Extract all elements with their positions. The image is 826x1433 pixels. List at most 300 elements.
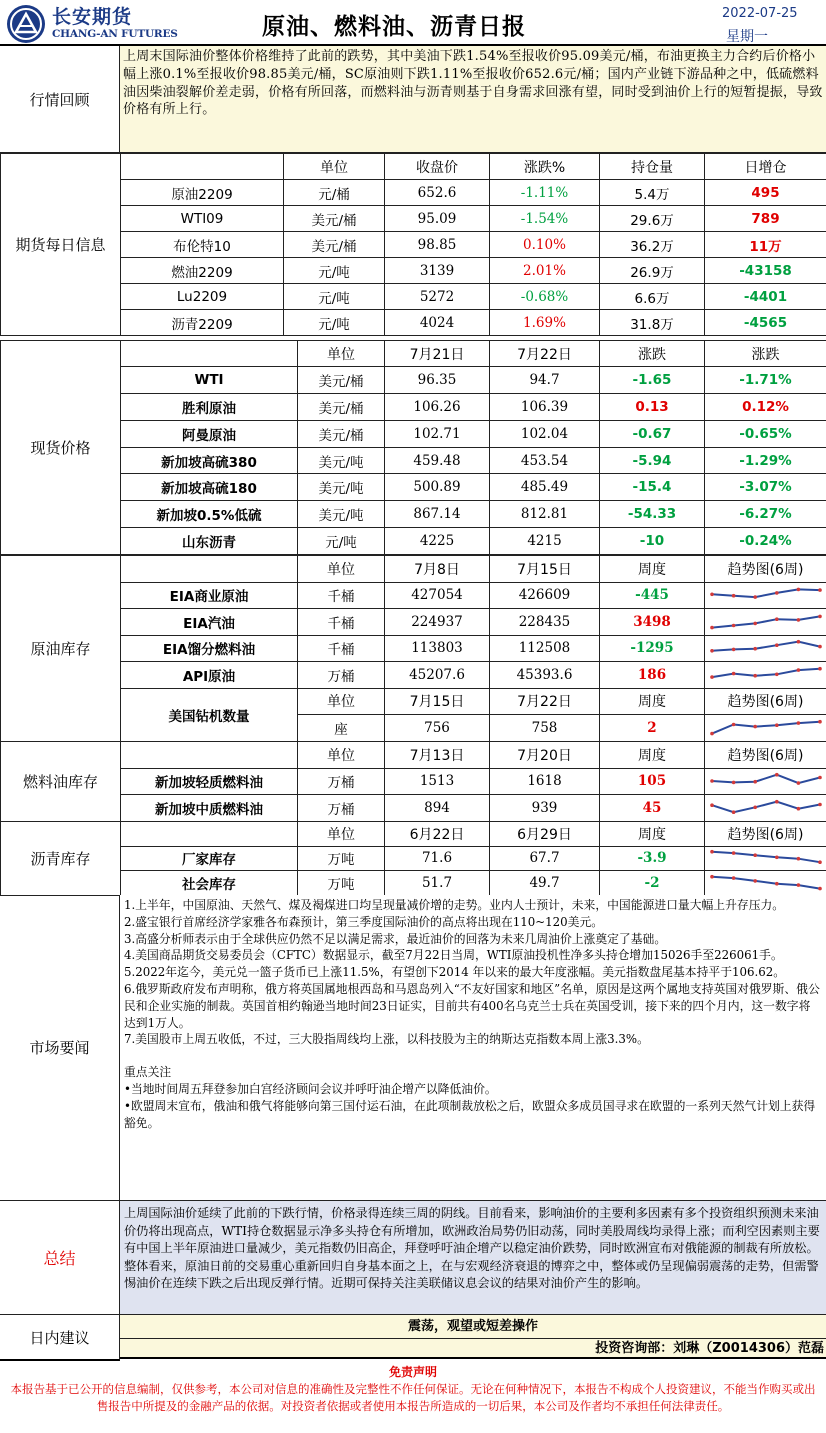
futures-table	[0, 153, 826, 336]
fuel_inv-1-trend-point	[818, 802, 822, 806]
rig-unit: 座	[298, 715, 385, 742]
asphalt_inv-name: 社会库存	[121, 871, 298, 896]
fuel_inv-0-sparkline	[708, 770, 824, 792]
spot-price-1: 106.26	[385, 394, 490, 421]
futures-open-interest: 36.2万	[600, 232, 705, 258]
rig-header-1: 7月15日	[385, 688, 490, 715]
news-item: 6.俄罗斯政府发布声明称，俄方将英国属地根西岛和马恩岛列入“不友好国家和地区”名单，原因是这两个属地支持英国对俄罗斯、俄公民和企业实施的制裁。英国首相约翰逊当地时间23日证实，目前共有400名乌克兰士兵在英国受训，接下来的四个月内，这一数字将达到1万人。	[124, 981, 820, 1030]
spot-name: 新加坡高硫380	[121, 448, 298, 474]
fuel_inv-value-1: 1513	[385, 768, 490, 795]
asphalt_inv-0-trend-point	[710, 850, 714, 854]
spot-price-1: 459.48	[385, 448, 490, 474]
report-header	[0, 0, 826, 46]
crude_inv-trend-cell	[705, 635, 826, 662]
futures-change-pct: 1.69%	[490, 310, 600, 336]
asphalt_inv-trend-cell	[705, 871, 826, 896]
fuel_inv-1-trend-point	[710, 803, 714, 807]
review-text: 上周末国际油价整体价格维持了此前的跌势，其中美油下跌1.54%至报收价95.09美元/桶，布油更换主力合约后价格小幅上涨0.1%至报收价98.85美元/桶，SC原油则下跌1.11%至报收价652.6元/桶；国内产业链下游品种之中，低硫燃料油因柴油裂解价差走弱，价格有所回落，而燃料油与沥青则基于自身需求回涨有望，同时受到油价上行的短暂提振，导致价格有所上行。	[120, 46, 826, 153]
crude_inv-3-trend-point	[731, 672, 735, 676]
asphalt_inv-unit: 万吨	[298, 846, 385, 871]
spot-unit: 美元/吨	[298, 501, 385, 528]
news-list	[124, 897, 822, 1048]
crude_inv-unit: 千桶	[298, 635, 385, 662]
brand-name-cn: 长安期货	[52, 6, 133, 28]
news-item: 1.上半年，中国原油、天然气、煤及褐煤进口均呈现量减价增的走势。业内人士预计，未来，中国能源进口量大幅上升存压力。	[124, 898, 785, 912]
asphalt_inv-header-4: 趋势图(6周)	[705, 822, 826, 847]
fuel_inv-unit: 万桶	[298, 795, 385, 822]
futures-open-interest: 6.6万	[600, 284, 705, 310]
asphalt_inv-value-1: 71.6	[385, 846, 490, 871]
spot-row	[1, 528, 826, 555]
asphalt_inv-header-1: 6月22日	[385, 822, 490, 847]
spot-price-2: 485.49	[490, 474, 600, 501]
crude_inv-3-trend-point	[753, 674, 757, 678]
spot-price-1: 102.71	[385, 421, 490, 448]
spot-unit: 美元/桶	[298, 394, 385, 421]
fuel_inv-header-4: 趋势图(6周)	[705, 742, 826, 769]
fuel_inv-row	[1, 768, 826, 795]
crude_inv-value-2: 228435	[490, 609, 600, 636]
crude_inv-value-2: 426609	[490, 582, 600, 609]
spot-row	[1, 501, 826, 528]
news-item: 7.美国股市上周五收低，不过，三大股指周线均上涨，以科技股为主的纳斯达克指数本周上涨3.3%。	[124, 1032, 649, 1047]
fuel_inv-0-trend-point	[731, 781, 735, 785]
rig-header-3: 周度	[600, 688, 705, 715]
futures-close: 3139	[385, 258, 490, 284]
asphalt_inv-row	[1, 871, 826, 896]
fuel_inv-row	[1, 795, 826, 822]
fuel_inv-1-trend-point	[731, 810, 735, 814]
report-date: 2022-07-25	[722, 6, 798, 21]
crude_inv-trend-cell	[705, 609, 826, 636]
crude_inv-3-trend-point	[818, 667, 822, 671]
crude_inv-2-trend-line	[712, 642, 820, 651]
futures-header-3: 持仓量	[600, 154, 705, 180]
fuel_inv-weekly-change: 45	[600, 795, 705, 822]
crude_inv-value-1: 45207.6	[385, 662, 490, 689]
asphalt_inv-header-3: 周度	[600, 822, 705, 847]
spot-unit: 美元/桶	[298, 421, 385, 448]
brand-name-en: CHANG-AN FUTURES	[52, 28, 178, 40]
fuel_inv-name: 新加坡轻质燃料油	[121, 768, 298, 795]
futures-name: WTI09	[121, 206, 284, 232]
rig-header-row	[1, 688, 826, 715]
asphalt_inv-header-0: 单位	[298, 822, 385, 847]
crude_inv-0-trend-point	[796, 588, 800, 592]
futures-name: Lu2209	[121, 284, 284, 310]
fuel_inv-trend-cell	[705, 795, 826, 822]
rig-trend-line	[712, 721, 820, 733]
rig-trend-point	[818, 720, 822, 724]
futures-change-pct: -0.68%	[490, 284, 600, 310]
asphalt_inv-1-trend-line	[712, 876, 820, 888]
spot-price-2: 102.04	[490, 421, 600, 448]
spot-header-blank	[121, 341, 298, 367]
fuel_inv-name: 新加坡中质燃料油	[121, 795, 298, 822]
crude_inv-row	[1, 582, 826, 609]
crude_inv-1-trend-point	[775, 617, 779, 621]
futures-row	[1, 232, 826, 258]
spot-price-2: 106.39	[490, 394, 600, 421]
rig-header-2: 7月22日	[490, 688, 600, 715]
spot-change: 0.13	[600, 394, 705, 421]
spot-price-2: 812.81	[490, 501, 600, 528]
futures-row	[1, 310, 826, 336]
asphalt_inv-name: 厂家库存	[121, 846, 298, 871]
crude_inv-0-trend-point	[775, 591, 779, 595]
advice-label: 日内建议	[0, 1315, 120, 1361]
focus-title: 重点关注	[124, 1065, 172, 1080]
disclaimer-title: 免责声明	[388, 1365, 437, 1379]
futures-row	[1, 258, 826, 284]
rig-weekly-change: 2	[600, 715, 705, 742]
spot-header-1: 7月21日	[385, 341, 490, 367]
crude_inv-1-sparkline	[708, 611, 824, 633]
asphalt_inv-0-sparkline	[708, 847, 824, 869]
rig-sparkline	[708, 717, 824, 739]
news-item: 2.盛宝银行首席经济学家雅各布森预计，第三季度国际油价的高点将出现在110~120美元。	[124, 914, 604, 929]
futures-close: 5272	[385, 284, 490, 310]
report-weekday: 星期一	[726, 29, 768, 45]
futures-daily-add: -4401	[705, 284, 826, 310]
crude_inv-0-trend-line	[712, 590, 820, 598]
rig-value-2: 758	[490, 715, 600, 742]
futures-row	[1, 284, 826, 310]
crude_inv-header-4: 趋势图(6周)	[705, 556, 826, 583]
futures-row	[1, 180, 826, 206]
spot-change: -10	[600, 528, 705, 555]
crude_inv-3-trend-point	[796, 668, 800, 672]
asphalt_inv-value-2: 49.7	[490, 871, 600, 896]
spot-name: 新加坡0.5%低硫	[121, 501, 298, 528]
spot-change-pct: -1.71%	[705, 367, 826, 394]
asphalt_inv-0-trend-point	[731, 852, 735, 856]
crude_inv-3-sparkline	[708, 664, 824, 686]
summary-label: 总结	[0, 1201, 120, 1315]
crude_inv-name: API原油	[121, 662, 298, 689]
spot-price-2: 453.54	[490, 448, 600, 474]
spot-change-pct: -0.65%	[705, 421, 826, 448]
asphalt_inv-0-trend-line	[712, 852, 820, 863]
futures-unit: 元/吨	[284, 258, 385, 284]
asphalt-inventory-table	[0, 821, 826, 896]
fuel_inv-header-row	[1, 742, 826, 769]
spot-row	[1, 448, 826, 474]
fuel_inv-header-0: 单位	[298, 742, 385, 769]
spot-change: -15.4	[600, 474, 705, 501]
futures-open-interest: 26.9万	[600, 258, 705, 284]
news-text	[120, 895, 826, 1201]
spot-header-4: 涨跌	[705, 341, 826, 367]
spot-change-pct: -3.07%	[705, 474, 826, 501]
fuel_inv-1-sparkline	[708, 797, 824, 819]
crude_inv-1-trend-point	[818, 614, 822, 618]
spot-row	[1, 421, 826, 448]
rig-header-0: 单位	[298, 688, 385, 715]
fuel_inv-0-trend-point	[796, 782, 800, 786]
spot-price-1: 96.35	[385, 367, 490, 394]
crude_inv-header-1: 7月8日	[385, 556, 490, 583]
crude_inv-unit: 千桶	[298, 582, 385, 609]
crude_inv-0-trend-point	[753, 596, 757, 600]
crude_inv-header-0: 单位	[298, 556, 385, 583]
fuel_inv-1-trend-line	[712, 801, 820, 812]
spot-unit: 美元/桶	[298, 367, 385, 394]
spot-change: -54.33	[600, 501, 705, 528]
futures-row	[1, 206, 826, 232]
crude_inv-unit: 千桶	[298, 609, 385, 636]
asphalt_inv-0-trend-point	[818, 861, 822, 865]
futures-change-pct: 0.10%	[490, 232, 600, 258]
crude_inv-1-trend-point	[710, 626, 714, 630]
fuel_inv-0-trend-line	[712, 775, 820, 783]
spot-price-2: 94.7	[490, 367, 600, 394]
spot-change: -0.67	[600, 421, 705, 448]
rig-trend-point	[775, 723, 779, 727]
crude_inv-header-row	[1, 556, 826, 583]
spot-header-0: 单位	[298, 341, 385, 367]
asphalt_inv-value-1: 51.7	[385, 871, 490, 896]
fuel_inv-0-trend-point	[818, 776, 822, 780]
fuel_inv-header-blank	[121, 742, 298, 769]
asphalt_inv-row	[1, 846, 826, 871]
spot-label: 现货价格	[1, 341, 121, 555]
consultant-text: 投资咨询部：刘琳（Z0014306）范磊	[120, 1339, 826, 1359]
fuel_inv-0-trend-point	[775, 773, 779, 777]
futures-close: 652.6	[385, 180, 490, 206]
crude_inv-1-trend-point	[796, 618, 800, 622]
crude_inv-1-trend-point	[753, 621, 757, 625]
spot-row	[1, 394, 826, 421]
chang-an-logo-icon	[6, 4, 46, 44]
asphalt_inv-1-trend-point	[775, 882, 779, 886]
crude_inv-1-trend-line	[712, 616, 820, 627]
futures-header-4: 日增仓	[705, 154, 826, 180]
crude_inv-weekly-change: -1295	[600, 635, 705, 662]
asphalt_inv-weekly-change: -3.9	[600, 846, 705, 871]
crude_inv-header-blank	[121, 556, 298, 583]
futures-open-interest: 29.6万	[600, 206, 705, 232]
asphalt_inv-header-blank	[121, 822, 298, 847]
crude_inv-2-trend-point	[753, 647, 757, 651]
spot-row	[1, 474, 826, 501]
futures-header-blank	[121, 154, 284, 180]
spot-header-row	[1, 341, 826, 367]
crude_inv-label: 原油库存	[1, 556, 121, 742]
crude_inv-value-2: 112508	[490, 635, 600, 662]
asphalt_inv-0-trend-point	[775, 856, 779, 860]
asphalt_inv-unit: 万吨	[298, 871, 385, 896]
crude_inv-0-trend-point	[818, 589, 822, 593]
crude_inv-name: EIA汽油	[121, 609, 298, 636]
crude_inv-3-trend-point	[775, 672, 779, 676]
crude_inv-row	[1, 609, 826, 636]
futures-close: 95.09	[385, 206, 490, 232]
crude_inv-0-trend-point	[710, 593, 714, 597]
crude_inv-2-trend-point	[818, 645, 822, 649]
fuel_inv-header-2: 7月20日	[490, 742, 600, 769]
crude_inv-weekly-change: -445	[600, 582, 705, 609]
crude_inv-2-trend-point	[731, 648, 735, 652]
crude_inv-weekly-change: 186	[600, 662, 705, 689]
crude_inv-0-sparkline	[708, 584, 824, 606]
futures-label: 期货每日信息	[1, 154, 121, 336]
spot-price-1: 4225	[385, 528, 490, 555]
crude_inv-value-1: 113803	[385, 635, 490, 662]
fuel_inv-header-1: 7月13日	[385, 742, 490, 769]
spot-change-pct: -6.27%	[705, 501, 826, 528]
futures-name: 沥青2209	[121, 310, 284, 336]
crude_inv-row	[1, 635, 826, 662]
crude_inv-header-2: 7月15日	[490, 556, 600, 583]
fuel_inv-0-trend-point	[710, 779, 714, 783]
spot-change-pct: -1.29%	[705, 448, 826, 474]
spot-header-3: 涨跌	[600, 341, 705, 367]
crude_inv-name: EIA馏分燃料油	[121, 635, 298, 662]
fuel_inv-1-trend-point	[775, 800, 779, 804]
fuel_inv-weekly-change: 105	[600, 768, 705, 795]
crude_inv-2-trend-point	[710, 649, 714, 653]
rig-header-4: 趋势图(6周)	[705, 688, 826, 715]
news-item: 3.高盛分析师表示由于全球供应仍然不足以满足需求，最近油价的回落为未来几周油价上涨奠定了基础。	[124, 931, 667, 946]
asphalt_inv-1-trend-point	[710, 875, 714, 879]
futures-header-0: 单位	[284, 154, 385, 180]
futures-close: 4024	[385, 310, 490, 336]
futures-change-pct: -1.11%	[490, 180, 600, 206]
futures-name: 布伦特10	[121, 232, 284, 258]
crude_inv-trend-cell	[705, 582, 826, 609]
spot-name: 胜利原油	[121, 394, 298, 421]
crude_inv-header-3: 周度	[600, 556, 705, 583]
focus-item: •当地时间周五拜登参加白宫经济顾问会议并呼吁油企增产以降低油价。	[124, 1081, 497, 1096]
futures-daily-add: 789	[705, 206, 826, 232]
advice-text: 震荡，观望或短差操作	[120, 1315, 826, 1339]
disclaimer-text: 本报告基于已公开的信息编制，仅供参考，本公司对信息的准确性及完整性不作任何保证。无论在何种情况下，本报告不构成个人投资建议，不能当作购买或出售报告中所提及的金融产品的依据。对投资者依据或者使用本报告所造成的一切后果，本公司及作者均不承担任何法律责任。	[10, 1382, 816, 1413]
fuel_inv-label: 燃料油库存	[1, 742, 121, 822]
crude_inv-0-trend-point	[731, 594, 735, 598]
spot-header-2: 7月22日	[490, 341, 600, 367]
summary-text: 上周国际油价延续了此前的下跌行情，价格录得连续三周的阴线。目前看来，影响油价的主要利多因素有多个投资组织预测未来油价仍将出现高点，WTI持仓数据显示净多头持仓有所增加，欧洲政治局势仍旧动荡，同时美股周线均录得上涨；而利空因素则主要有中国上半年原油进口量减少，美元指数仍旧高企，拜登呼吁油企增产以稳定油价跌势，同时欧洲宣布对俄能源的制裁有所放松。整体看来，原油日前的交易重心重新回归自身基本面之上，在与宏观经济衰退的博弈之中，整体或仍呈现偏弱震荡的走势，但需警惕油价在连续下跌之后出现反弹行情。近期可保持关注美联储议息会议的结果对油价产生的影响。	[120, 1201, 826, 1315]
fuel-inventory-table	[0, 741, 826, 822]
spot-change-pct: -0.24%	[705, 528, 826, 555]
spot-unit: 元/吨	[298, 528, 385, 555]
asphalt_inv-header-2: 6月29日	[490, 822, 600, 847]
crude_inv-unit: 万桶	[298, 662, 385, 689]
asphalt_inv-1-trend-point	[731, 876, 735, 880]
futures-unit: 美元/桶	[284, 232, 385, 258]
futures-open-interest: 5.4万	[600, 180, 705, 206]
fuel_inv-unit: 万桶	[298, 768, 385, 795]
spot-name: 山东沥青	[121, 528, 298, 555]
rig-trend-point	[753, 725, 757, 729]
focus-list	[124, 1081, 822, 1131]
asphalt_inv-1-trend-point	[818, 887, 822, 891]
asphalt_inv-weekly-change: -2	[600, 871, 705, 896]
asphalt_inv-1-sparkline	[708, 872, 824, 894]
rig-name: 美国钻机数量	[121, 688, 298, 741]
fuel_inv-0-trend-point	[753, 780, 757, 784]
spot-unit: 美元/吨	[298, 474, 385, 501]
news-item: 4.美国商品期货交易委员会（CFTC）数据显示，截至7月22日当周，WTI原油投机性净多头持仓增加15026手至226061手。	[124, 948, 783, 963]
futures-daily-add: 11万	[705, 232, 826, 258]
futures-daily-add: -4565	[705, 310, 826, 336]
fuel_inv-value-2: 939	[490, 795, 600, 822]
crude_inv-value-2: 45393.6	[490, 662, 600, 689]
spot-name: WTI	[121, 367, 298, 394]
fuel_inv-value-1: 894	[385, 795, 490, 822]
futures-unit: 美元/桶	[284, 206, 385, 232]
crude_inv-3-trend-point	[710, 675, 714, 679]
futures-open-interest: 31.8万	[600, 310, 705, 336]
crude_inv-2-trend-point	[796, 640, 800, 644]
fuel_inv-value-2: 1618	[490, 768, 600, 795]
asphalt_inv-0-trend-point	[753, 854, 757, 858]
futures-name: 原油2209	[121, 180, 284, 206]
fuel_inv-header-3: 周度	[600, 742, 705, 769]
fuel_inv-trend-cell	[705, 768, 826, 795]
news-item: 5.2022年迄今，美元兑一篮子货币已上涨11.5%，有望创下2014 年以来的最大年度涨幅。美元指数盘尾基本持平于106.62。	[124, 965, 786, 980]
spot-change: -1.65	[600, 367, 705, 394]
futures-header-row	[1, 154, 826, 180]
futures-header-1: 收盘价	[385, 154, 490, 180]
futures-header-2: 涨跌%	[490, 154, 600, 180]
spot-price-1: 867.14	[385, 501, 490, 528]
crude_inv-value-1: 427054	[385, 582, 490, 609]
crude_inv-2-sparkline	[708, 637, 824, 659]
asphalt_inv-0-trend-point	[796, 857, 800, 861]
futures-change-pct: 2.01%	[490, 258, 600, 284]
crude_inv-value-1: 224937	[385, 609, 490, 636]
crude_inv-3-trend-line	[712, 668, 820, 676]
spot-row	[1, 367, 826, 394]
asphalt_inv-value-2: 67.7	[490, 846, 600, 871]
rig-value-1: 756	[385, 715, 490, 742]
futures-name: 燃油2209	[121, 258, 284, 284]
crude_inv-name: EIA商业原油	[121, 582, 298, 609]
rig-trend-point	[710, 732, 714, 736]
crude-inventory-table	[0, 555, 826, 742]
futures-close: 98.85	[385, 232, 490, 258]
crude_inv-row	[1, 662, 826, 689]
futures-change-pct: -1.54%	[490, 206, 600, 232]
asphalt_inv-header-row	[1, 822, 826, 847]
crude_inv-1-trend-point	[731, 623, 735, 627]
crude_inv-weekly-change: 3498	[600, 609, 705, 636]
review-label: 行情回顾	[0, 46, 120, 153]
rig-trend-cell	[705, 715, 826, 742]
asphalt_inv-1-trend-point	[753, 879, 757, 883]
futures-daily-add: -43158	[705, 258, 826, 284]
spot-price-2: 4215	[490, 528, 600, 555]
news-label: 市场要闻	[0, 895, 120, 1201]
spot-price-1: 500.89	[385, 474, 490, 501]
asphalt_inv-label: 沥青库存	[1, 822, 121, 896]
futures-daily-add: 495	[705, 180, 826, 206]
spot-unit: 美元/吨	[298, 448, 385, 474]
spot-name: 阿曼原油	[121, 421, 298, 448]
rig-trend-point	[796, 721, 800, 725]
spot-name: 新加坡高硫180	[121, 474, 298, 501]
rig-trend-point	[731, 722, 735, 726]
crude_inv-trend-cell	[705, 662, 826, 689]
fuel_inv-1-trend-point	[753, 805, 757, 809]
asphalt_inv-trend-cell	[705, 846, 826, 871]
asphalt_inv-1-trend-point	[796, 883, 800, 887]
spot-change: -5.94	[600, 448, 705, 474]
futures-unit: 元/桶	[284, 180, 385, 206]
futures-unit: 元/吨	[284, 310, 385, 336]
focus-item: •欧盟周末宣布，俄油和俄气将能够向第三国付运石油，在此项制裁放松之后，欧盟众多成员国寻求在欧盟的一系列天然气计划上获得豁免。	[124, 1098, 816, 1130]
